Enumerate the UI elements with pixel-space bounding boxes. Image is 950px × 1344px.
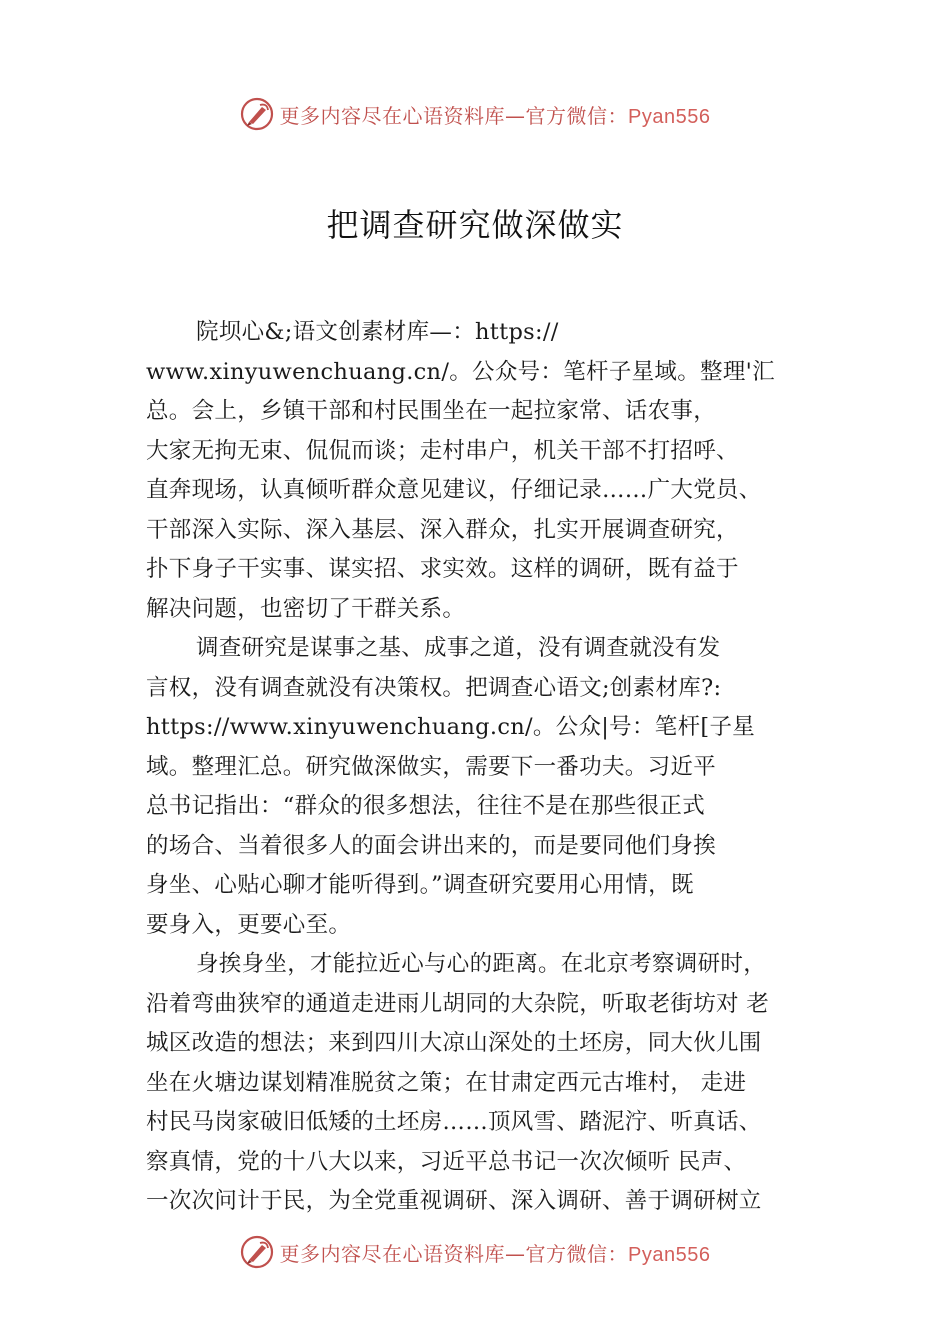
document-body (146, 313, 836, 1222)
text-line: 调查研究是谋事之基、成事之道，没有调查就没有发 (196, 635, 721, 661)
text-line: 总。会上，乡镇干部和村民围坐在一起拉家常、话农事， (146, 398, 717, 424)
text-line: 城区改造的想法；来到四川大凉山深处的土坯房，同大伙儿围 (146, 1030, 762, 1056)
text-line: 察真情，党的十八大以来，习近平总书记一次次倾听 民声、 (146, 1148, 747, 1175)
footer-banner (0, 1232, 950, 1272)
banner-text: 更多内容尽在心语资料库—官方微信：Pyan556 (279, 103, 711, 128)
text-line: 大家无拘无束、侃侃而谈；走村串户，机关干部不打招呼、 (146, 437, 739, 464)
text-line: 的场合、当着很多人的面会讲出来的，而是要同他们身挨 (146, 832, 717, 859)
text-line: 坐在火塘边谋划精准脱贫之策；在甘肃定西元古堆村， 走进 (146, 1069, 747, 1096)
text-line: 言权，没有调查就没有决策权。把调查心语文;创素材库?: (146, 674, 722, 701)
text-line: 村民马岗家破旧低矮的土坯房……顶风雪、踏泥泞、听真话、 (146, 1109, 762, 1135)
text-line: 要身入，更要心至。 (146, 911, 352, 938)
text-line: 院坝心&;语文创素材库—：https:// (196, 319, 559, 345)
text-line: 域。整理汇总。研究做深做实，需要下一番功夫。习近平 (146, 753, 717, 780)
text-line: www.xinyuwenchuang.cn/。公众号：笔杆子星域。整理'汇 (146, 358, 775, 385)
text-line: 总书记指出：“群众的很多想法，往往不是在那些很正式 (146, 793, 706, 819)
header-banner (0, 94, 950, 134)
text-line: 沿着弯曲狭窄的通道走进雨儿胡同的大杂院，听取老街坊对 老 (146, 990, 770, 1017)
text-line: https://www.xinyuwenchuang.cn/。公众|号：笔杆[子星 (146, 714, 756, 740)
pen-logo-icon (240, 1235, 274, 1269)
pen-logo-icon (240, 97, 274, 131)
text-line: 直奔现场，认真倾听群众意见建议，仔细记录……广大党员、 (146, 477, 762, 503)
page-title: 把调查研究做深做实 (326, 206, 624, 244)
text-line: 一次次问计于民，为全党重视调研、深入调研、善于调研树立 (146, 1188, 762, 1214)
text-line: 扑下身子干实事、谋实招、求实效。这样的调研，既有益于 (146, 556, 739, 582)
text-line: 身挨身坐，才能拉近心与心的距离。在北京考察调研时， (196, 951, 767, 977)
banner-text: 更多内容尽在心语资料库—官方微信：Pyan556 (279, 1241, 711, 1266)
text-line: 身坐、心贴心聊才能听得到。”调查研究要用心用情，既 (146, 872, 694, 898)
text-line: 干部深入实际、深入基层、深入群众，扎实开展调查研究， (146, 516, 739, 543)
text-line: 解决问题，也密切了干群关系。 (146, 595, 466, 622)
